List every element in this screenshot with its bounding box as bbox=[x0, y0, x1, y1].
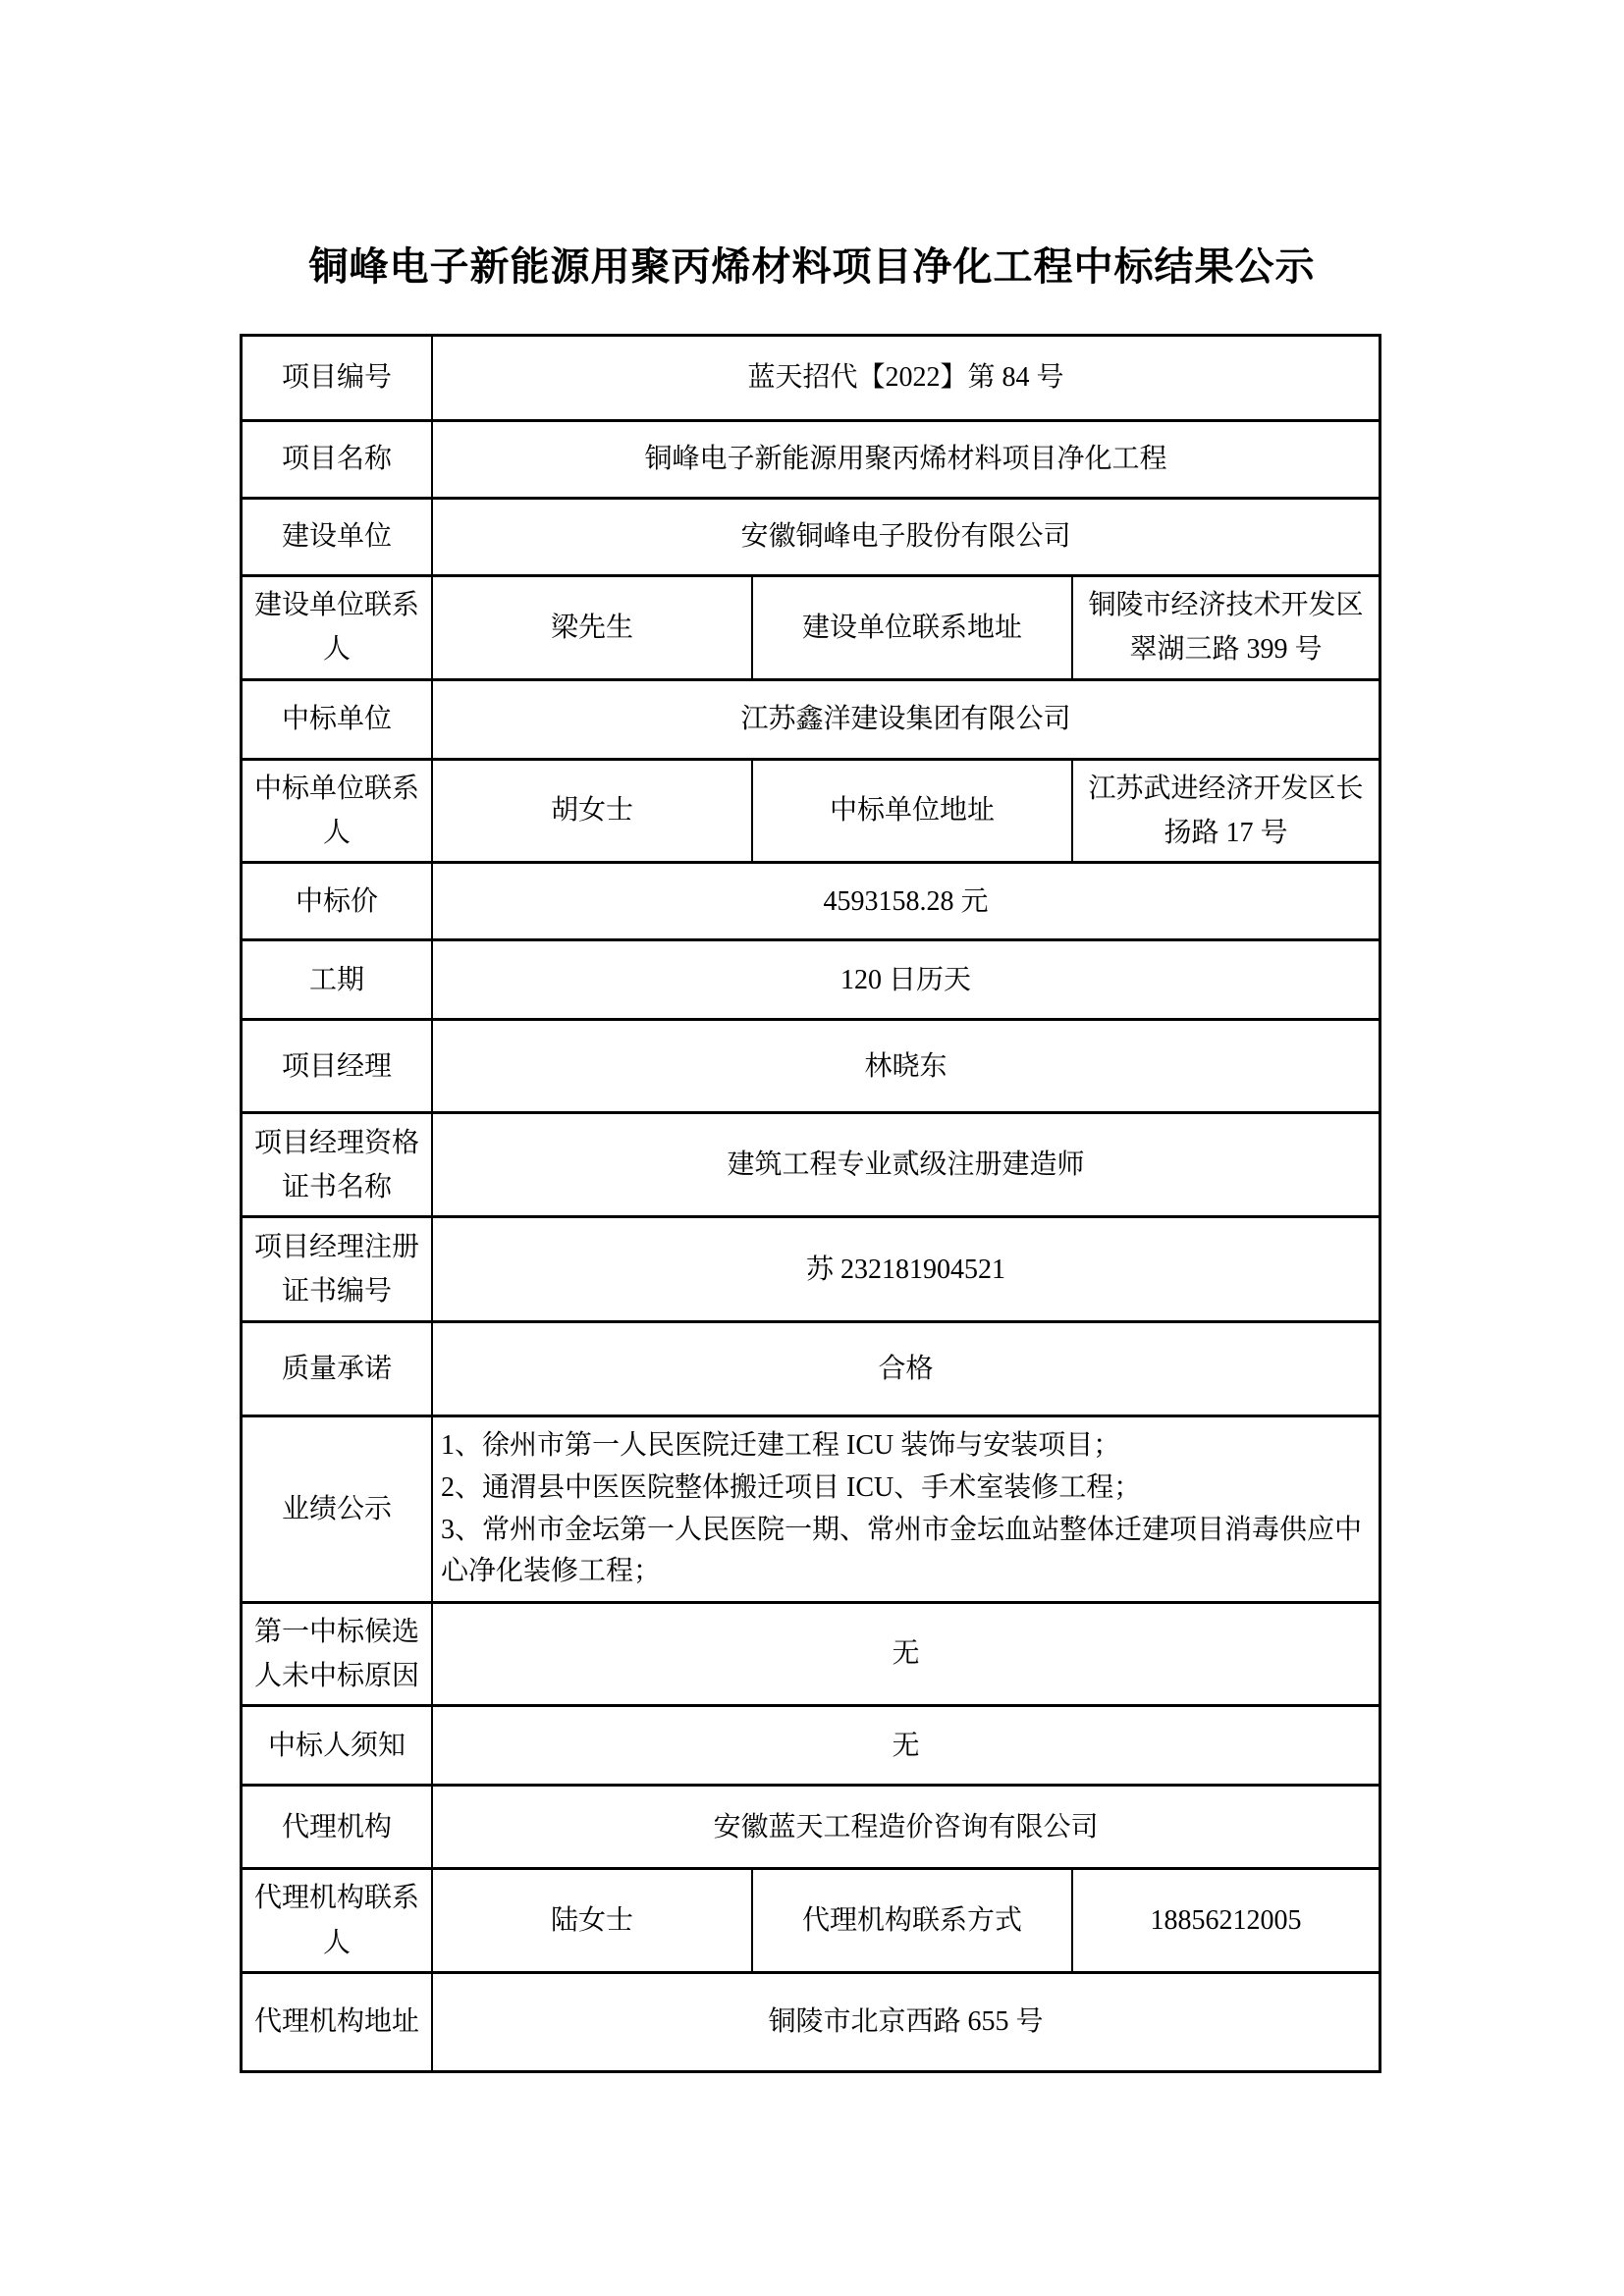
row-value: 建筑工程专业贰级注册建造师 bbox=[727, 1149, 1085, 1181]
table-row-pm-certificate-name bbox=[243, 1114, 1379, 1218]
row-label: 建设单位 bbox=[243, 500, 433, 574]
row-label: 项目经理 bbox=[243, 1021, 433, 1111]
row-label-2: 建设单位联系地址 bbox=[753, 577, 1073, 678]
table-row-winner-notice bbox=[243, 1707, 1379, 1787]
row-label: 项目名称 bbox=[243, 422, 433, 497]
row-label: 建设单位联系人 bbox=[243, 577, 433, 678]
table-row-first-candidate-reason bbox=[243, 1604, 1379, 1708]
row-value: 安徽铜峰电子股份有限公司 bbox=[740, 521, 1071, 553]
row-value: 蓝天招代【2022】第 84 号 bbox=[747, 362, 1064, 394]
performance-item: 1、徐州市第一人民医院迁建工程 ICU 装饰与安装项目； bbox=[441, 1430, 1121, 1462]
table-row-duration bbox=[243, 941, 1379, 1021]
row-label: 代理机构联系人 bbox=[243, 1870, 433, 1971]
table-row-bid-price bbox=[243, 864, 1379, 941]
table-row-project-manager bbox=[243, 1021, 1379, 1114]
row-label: 工期 bbox=[243, 941, 433, 1018]
row-value: 120 日历天 bbox=[839, 964, 971, 995]
page-title: 铜峰电子新能源用聚丙烯材料项目净化工程中标结果公示 bbox=[308, 244, 1316, 289]
row-label: 代理机构地址 bbox=[243, 1974, 433, 2070]
row-value: 江苏鑫洋建设集团有限公司 bbox=[740, 704, 1071, 735]
row-value: 苏 232181904521 bbox=[805, 1254, 1005, 1285]
table-row-pm-certificate-number bbox=[243, 1218, 1379, 1323]
row-label: 代理机构 bbox=[243, 1787, 433, 1867]
row-label: 质量承诺 bbox=[243, 1323, 433, 1415]
row-value: 林晓东 bbox=[864, 1050, 947, 1082]
row-label: 项目经理资格证书名称 bbox=[243, 1114, 433, 1215]
table-row-project-name bbox=[243, 422, 1379, 500]
row-value: 无 bbox=[892, 1638, 920, 1670]
table-row-agency-contact bbox=[243, 1870, 1379, 1974]
row-label: 项目编号 bbox=[243, 337, 433, 419]
row-value: 合格 bbox=[878, 1354, 934, 1385]
table-row-winner bbox=[243, 681, 1379, 761]
row-label: 中标价 bbox=[243, 864, 433, 938]
row-value: 铜陵市北京西路 655 号 bbox=[768, 2006, 1044, 2038]
performance-list bbox=[433, 1417, 1379, 1600]
row-label-2: 中标单位地址 bbox=[753, 761, 1073, 862]
row-label: 第一中标候选人未中标原因 bbox=[243, 1604, 433, 1705]
table-row-project-number bbox=[243, 337, 1379, 422]
table-row-agency-address bbox=[243, 1974, 1379, 2070]
row-value: 4593158.28 元 bbox=[823, 885, 989, 917]
row-value-2: 铜陵市经济技术开发区翠湖三路 399 号 bbox=[1088, 590, 1364, 666]
row-label: 中标人须知 bbox=[243, 1707, 433, 1784]
row-label: 中标单位联系人 bbox=[243, 761, 433, 862]
row-label: 中标单位 bbox=[243, 681, 433, 758]
table-row-agency bbox=[243, 1787, 1379, 1870]
row-value: 陆女士 bbox=[433, 1870, 753, 1971]
bid-result-table bbox=[240, 334, 1381, 2073]
row-value: 无 bbox=[892, 1730, 920, 1761]
row-value: 安徽蓝天工程造价咨询有限公司 bbox=[713, 1811, 1099, 1842]
row-label-2: 代理机构联系方式 bbox=[753, 1870, 1073, 1971]
row-value-2: 18856212005 bbox=[1150, 1905, 1302, 1937]
row-value: 梁先生 bbox=[433, 577, 753, 678]
table-row-performance bbox=[243, 1417, 1379, 1603]
table-row-owner-contact bbox=[243, 577, 1379, 681]
performance-item: 2、通渭县中医医院整体搬迁项目 ICU、手术室装修工程； bbox=[441, 1471, 1142, 1503]
row-value-2: 江苏武进经济开发区长扬路 17 号 bbox=[1088, 773, 1364, 849]
table-row-winner-contact bbox=[243, 761, 1379, 865]
row-value: 胡女士 bbox=[433, 761, 753, 862]
performance-item: 3、常州市金坛第一人民医院一期、常州市金坛血站整体迁建项目消毒供应中心净化装修工程； bbox=[441, 1514, 1363, 1587]
table-row-owner bbox=[243, 500, 1379, 577]
row-label: 项目经理注册证书编号 bbox=[243, 1218, 433, 1320]
row-label: 业绩公示 bbox=[243, 1417, 433, 1600]
row-value: 铜峰电子新能源用聚丙烯材料项目净化工程 bbox=[644, 444, 1167, 475]
table-row-quality-commitment bbox=[243, 1323, 1379, 1417]
